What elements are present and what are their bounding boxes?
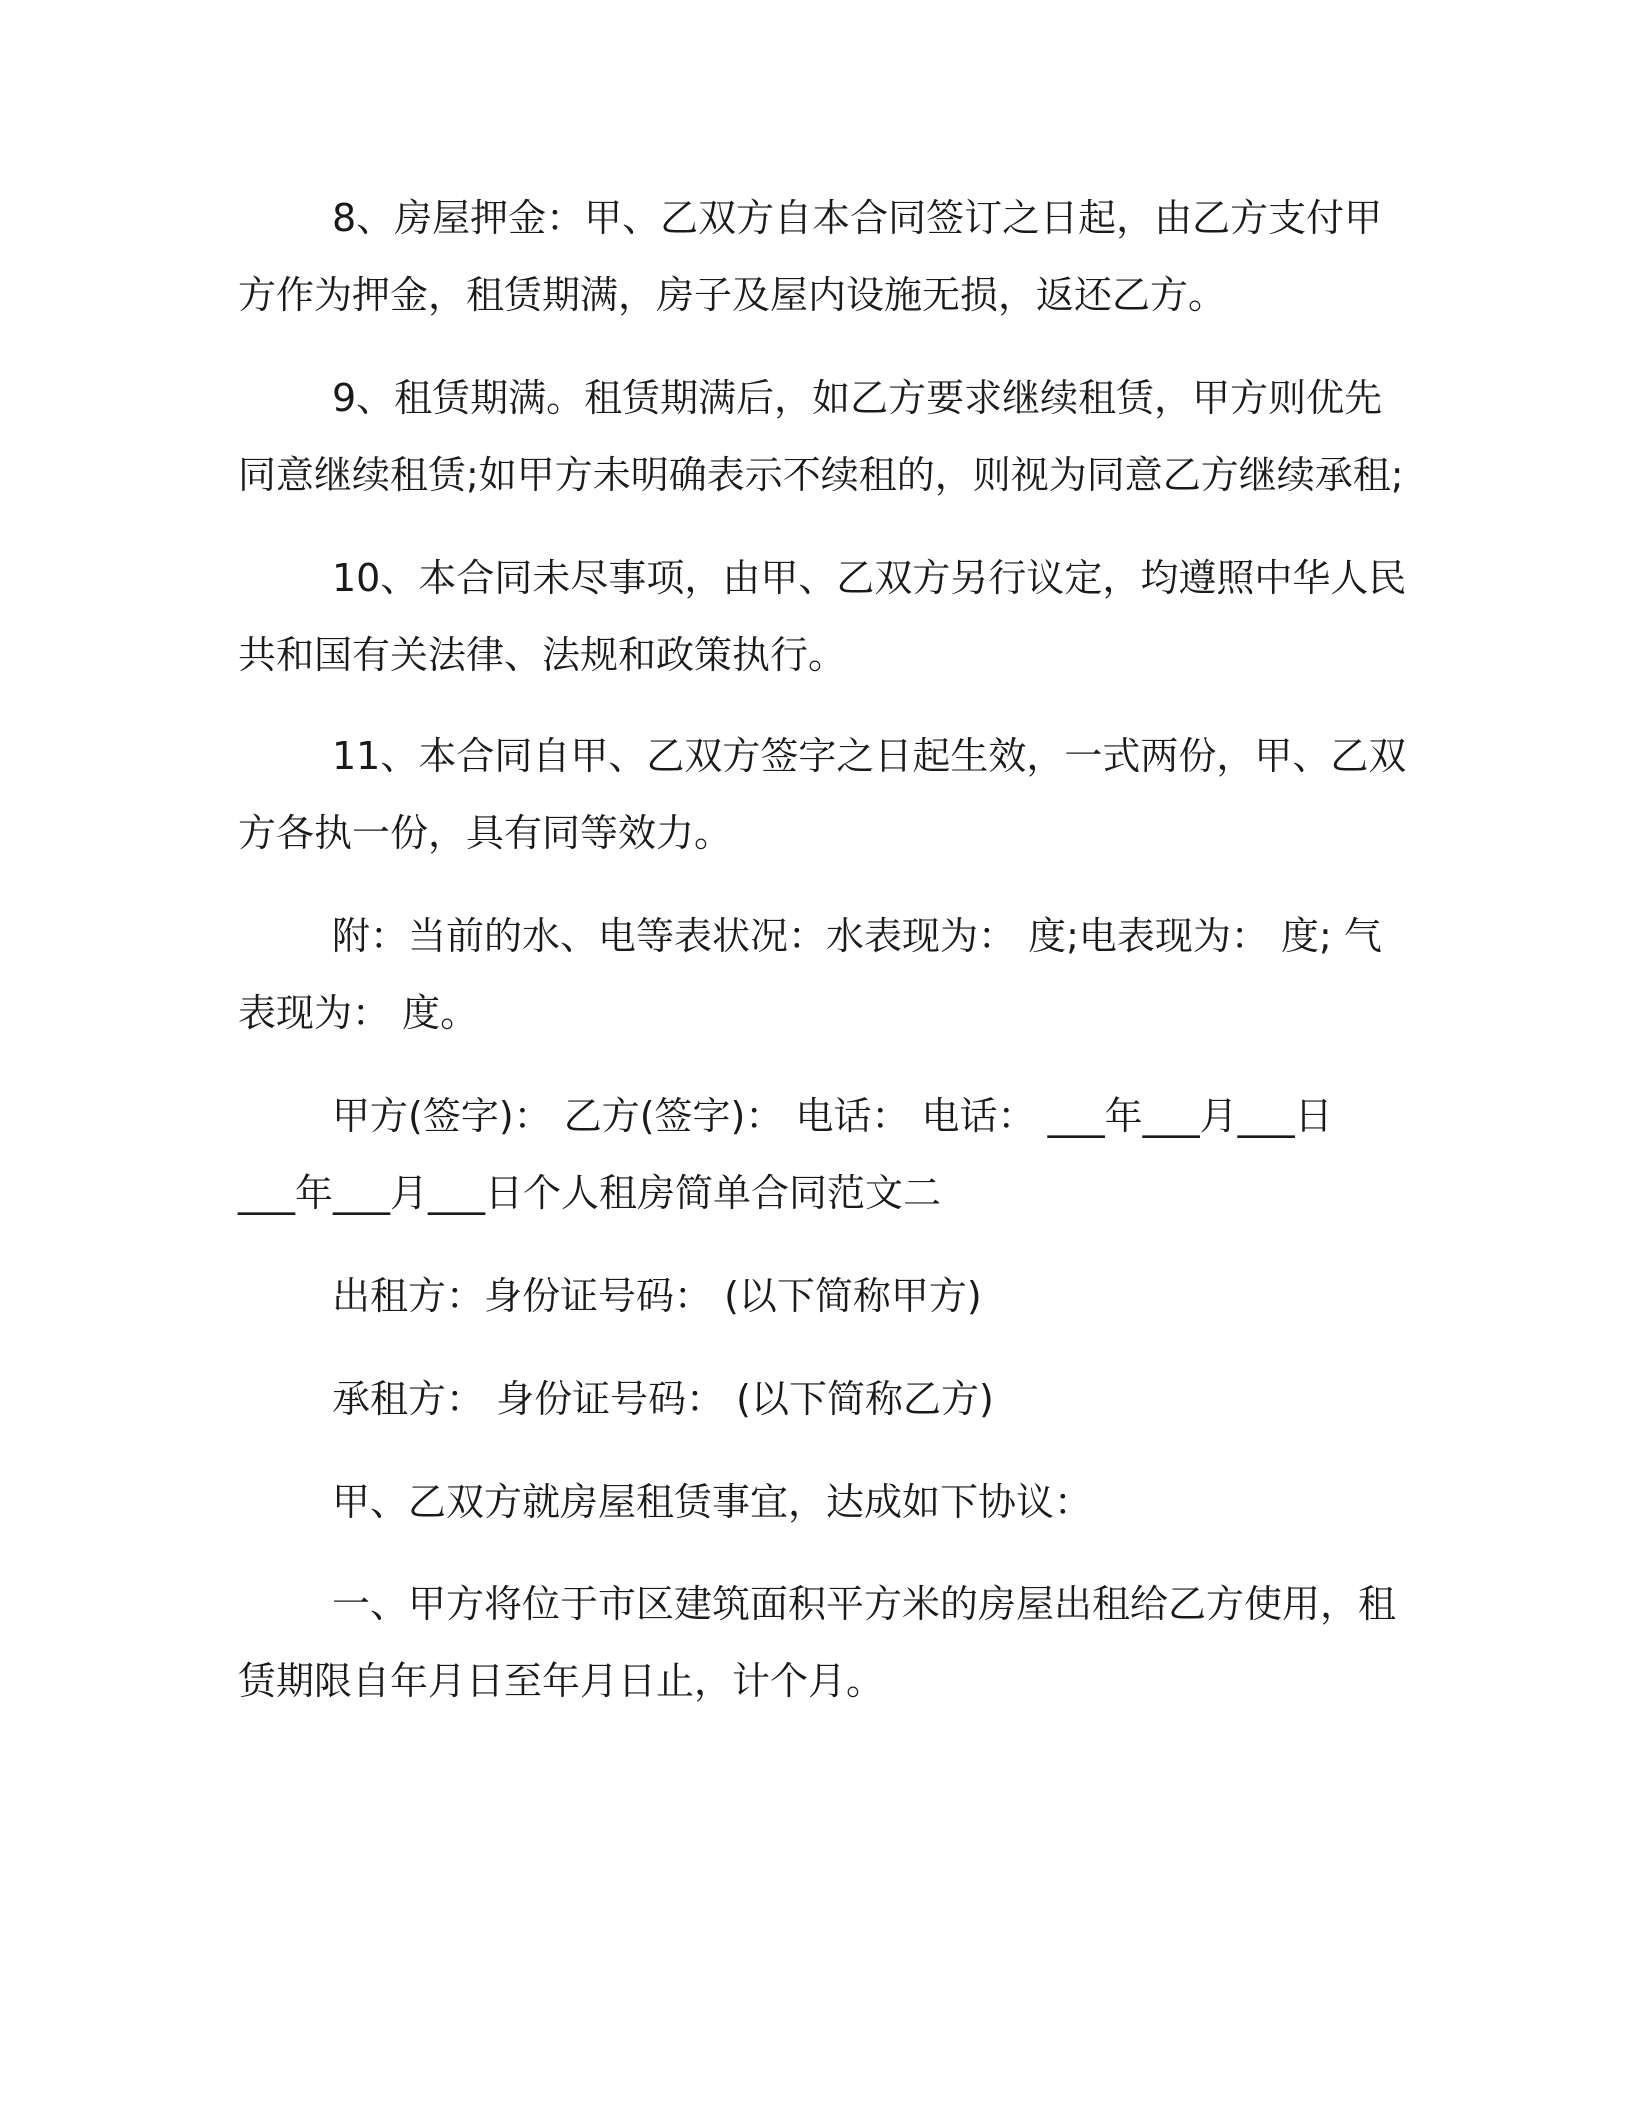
- clause-10-line-2: 共和国有关法律、法规和政策执行。: [238, 633, 847, 677]
- meter-note-line-2: 表现为： 度。: [238, 991, 479, 1035]
- agreement-intro-line: 甲、乙双方就房屋租赁事宜，达成如下协议：: [332, 1480, 1093, 1524]
- lessee-line: 承租方： 身份证号码： (以下简称乙方): [332, 1377, 994, 1421]
- meter-note-line-1: 附：当前的水、电等表状况：水表现为： 度;电表现为： 度; 气: [332, 914, 1382, 958]
- clause-one-line-2: 赁期限自年月日至年月日止，计个月。: [238, 1659, 885, 1703]
- clause-11-line-1: 11、本合同自甲、乙双方签字之日起生效，一式两份，甲、乙双: [332, 734, 1407, 778]
- clause-9-line-2: 同意继续租赁;如甲方未明确表示不续租的，则视为同意乙方继续承租;: [238, 453, 1404, 497]
- lessor-line: 出租方：身份证号码： (以下简称甲方): [332, 1274, 982, 1318]
- signature-line-1: 甲方(签字)： 乙方(签字)： 电话： 电话： ___年___月___日: [332, 1094, 1333, 1138]
- clause-9-line-1: 9、租赁期满。租赁期满后，如乙方要求继续租赁，甲方则优先: [332, 376, 1383, 420]
- clause-11-line-2: 方各执一份，具有同等效力。: [238, 811, 733, 855]
- signature-line-2: ___年___月___日个人租房简单合同范文二: [238, 1171, 942, 1215]
- clause-10-line-1: 10、本合同未尽事项，由甲、乙双方另行议定，均遵照中华人民: [332, 556, 1407, 600]
- clause-one-line-1: 一、甲方将位于市区建筑面积平方米的房屋出租给乙方使用，租: [332, 1582, 1397, 1626]
- clause-8-line-2: 方作为押金，租赁期满，房子及屋内设施无损，返还乙方。: [238, 273, 1227, 317]
- clause-8-line-1: 8、房屋押金：甲、乙双方自本合同签订之日起，由乙方支付甲: [332, 196, 1383, 240]
